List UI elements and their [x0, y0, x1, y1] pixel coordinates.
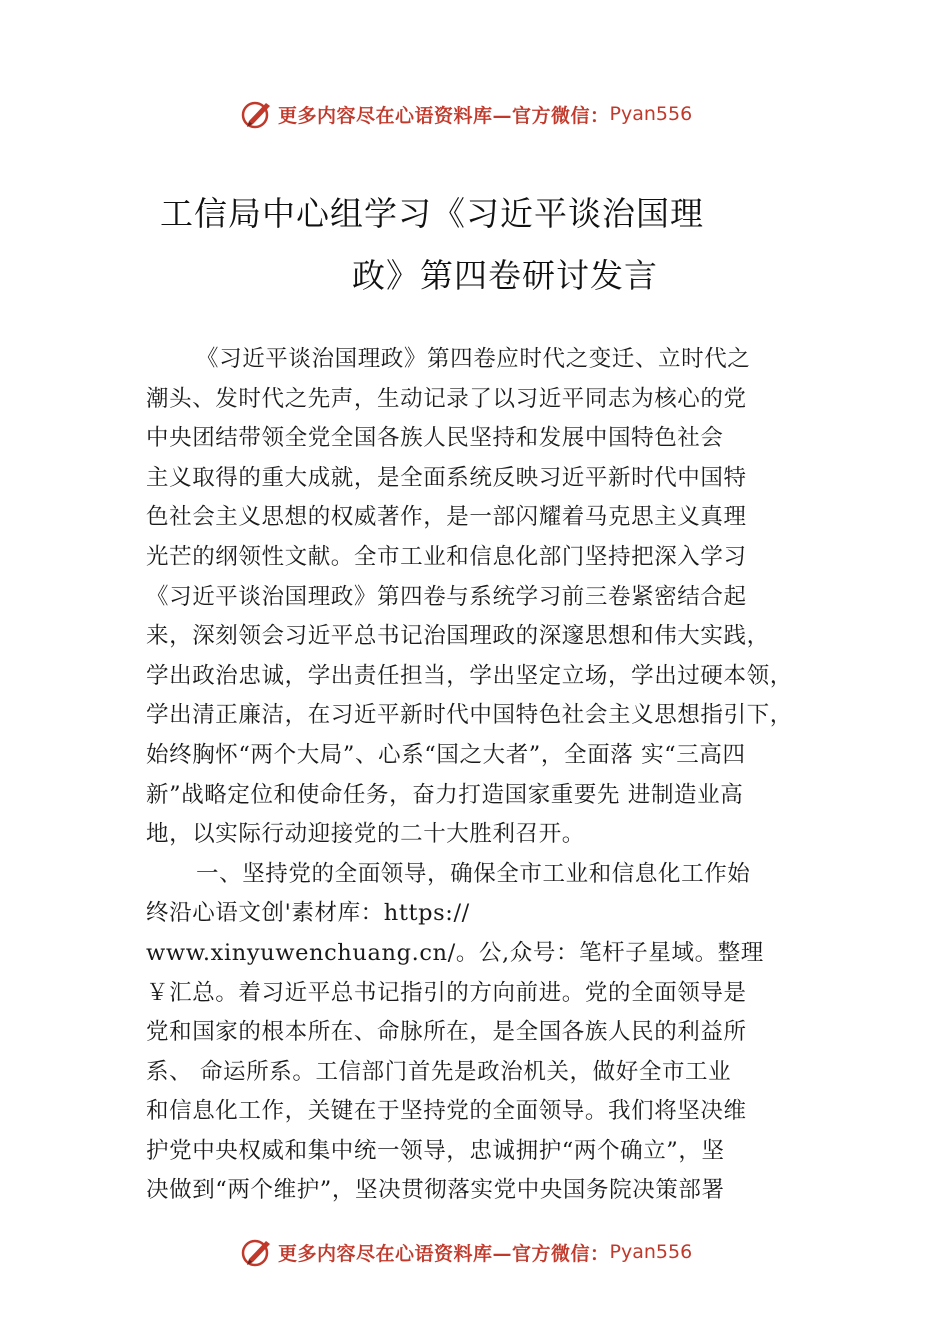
- body-line: 《习近平谈治国理政》第四卷应时代之变迁、立时代之: [196, 346, 751, 372]
- body-line: 地，以实际行动迎接党的二十大胜利召开。: [146, 821, 585, 848]
- document-body: [146, 340, 846, 1211]
- body-line: 色社会主义思想的权威著作，是一部闪耀着马克思主义真理: [146, 504, 747, 531]
- body-line: 学出政治忠诚，学出责任担当，学出坚定立场，学出过硬本领，: [146, 662, 793, 689]
- banner-text: 更多内容尽在心语资料库—官方微信：: [278, 104, 610, 127]
- section-heading-line: 一、坚持党的全面领导，确保全市工业和信息化工作始: [196, 860, 751, 887]
- pen-logo-icon: [240, 1235, 274, 1269]
- body-line: www.xinyuwenchuang.cn/。公,众号：笔杆子星域。整理: [146, 939, 764, 966]
- banner-handle: Pyan556: [609, 1241, 693, 1263]
- body-line: 来，深刻领会习近平总书记治国理政的深邃思想和伟大实践，: [146, 623, 770, 650]
- body-line: 新”战略定位和使命任务，奋力打造国家重要先 进制造业高: [146, 781, 744, 808]
- banner-text: 更多内容尽在心语资料库—官方微信：: [278, 1242, 610, 1265]
- document-title-line-2: 政》第四卷研讨发言: [352, 256, 658, 295]
- body-line: 系、 命运所系。工信部门首先是政治机关，做好全市工业: [146, 1058, 732, 1085]
- footer-banner: [240, 1232, 760, 1272]
- body-line: 中央团结带领全党全国各族人民坚持和发展中国特色社会: [146, 425, 724, 452]
- body-line: 始终胸怀“两个大局”、心系“国之大者”，全面落 实“三高四: [146, 741, 746, 768]
- body-line: 学出清正廉洁，在习近平新时代中国特色社会主义思想指引下，: [146, 702, 793, 729]
- body-line: 终沿心语文创'素材库：https://: [146, 900, 470, 927]
- header-banner: [240, 94, 760, 134]
- body-line: 《习近平谈治国理政》第四卷与系统学习前三卷紧密结合起: [146, 583, 747, 610]
- body-line: 护党中央权威和集中统一领导，忠诚拥护“两个确立”，坚: [146, 1137, 725, 1164]
- banner-handle: Pyan556: [609, 103, 693, 125]
- body-line: 潮头、发时代之先声，生动记录了以习近平同志为核心的党: [146, 385, 747, 412]
- body-line: 光芒的纲领性文献。全市工业和信息化部门坚持把深入学习: [146, 543, 747, 570]
- body-line: 和信息化工作，关键在于坚持党的全面领导。我们将坚决维: [146, 1098, 747, 1125]
- body-line: 决做到“两个维护”，坚决贯彻落实党中央国务院决策部署: [146, 1177, 725, 1204]
- document-title-line-1: 工信局中心组学习《习近平谈治国理: [160, 194, 704, 233]
- body-line: 主义取得的重大成就，是全面系统反映习近平新时代中国特: [146, 464, 747, 491]
- pen-logo-icon: [240, 97, 274, 131]
- body-line: 党和国家的根本所在、命脉所在，是全国各族人民的利益所: [146, 1019, 747, 1046]
- body-line: ￥汇总。着习近平总书记指引的方向前进。党的全面领导是: [146, 979, 747, 1006]
